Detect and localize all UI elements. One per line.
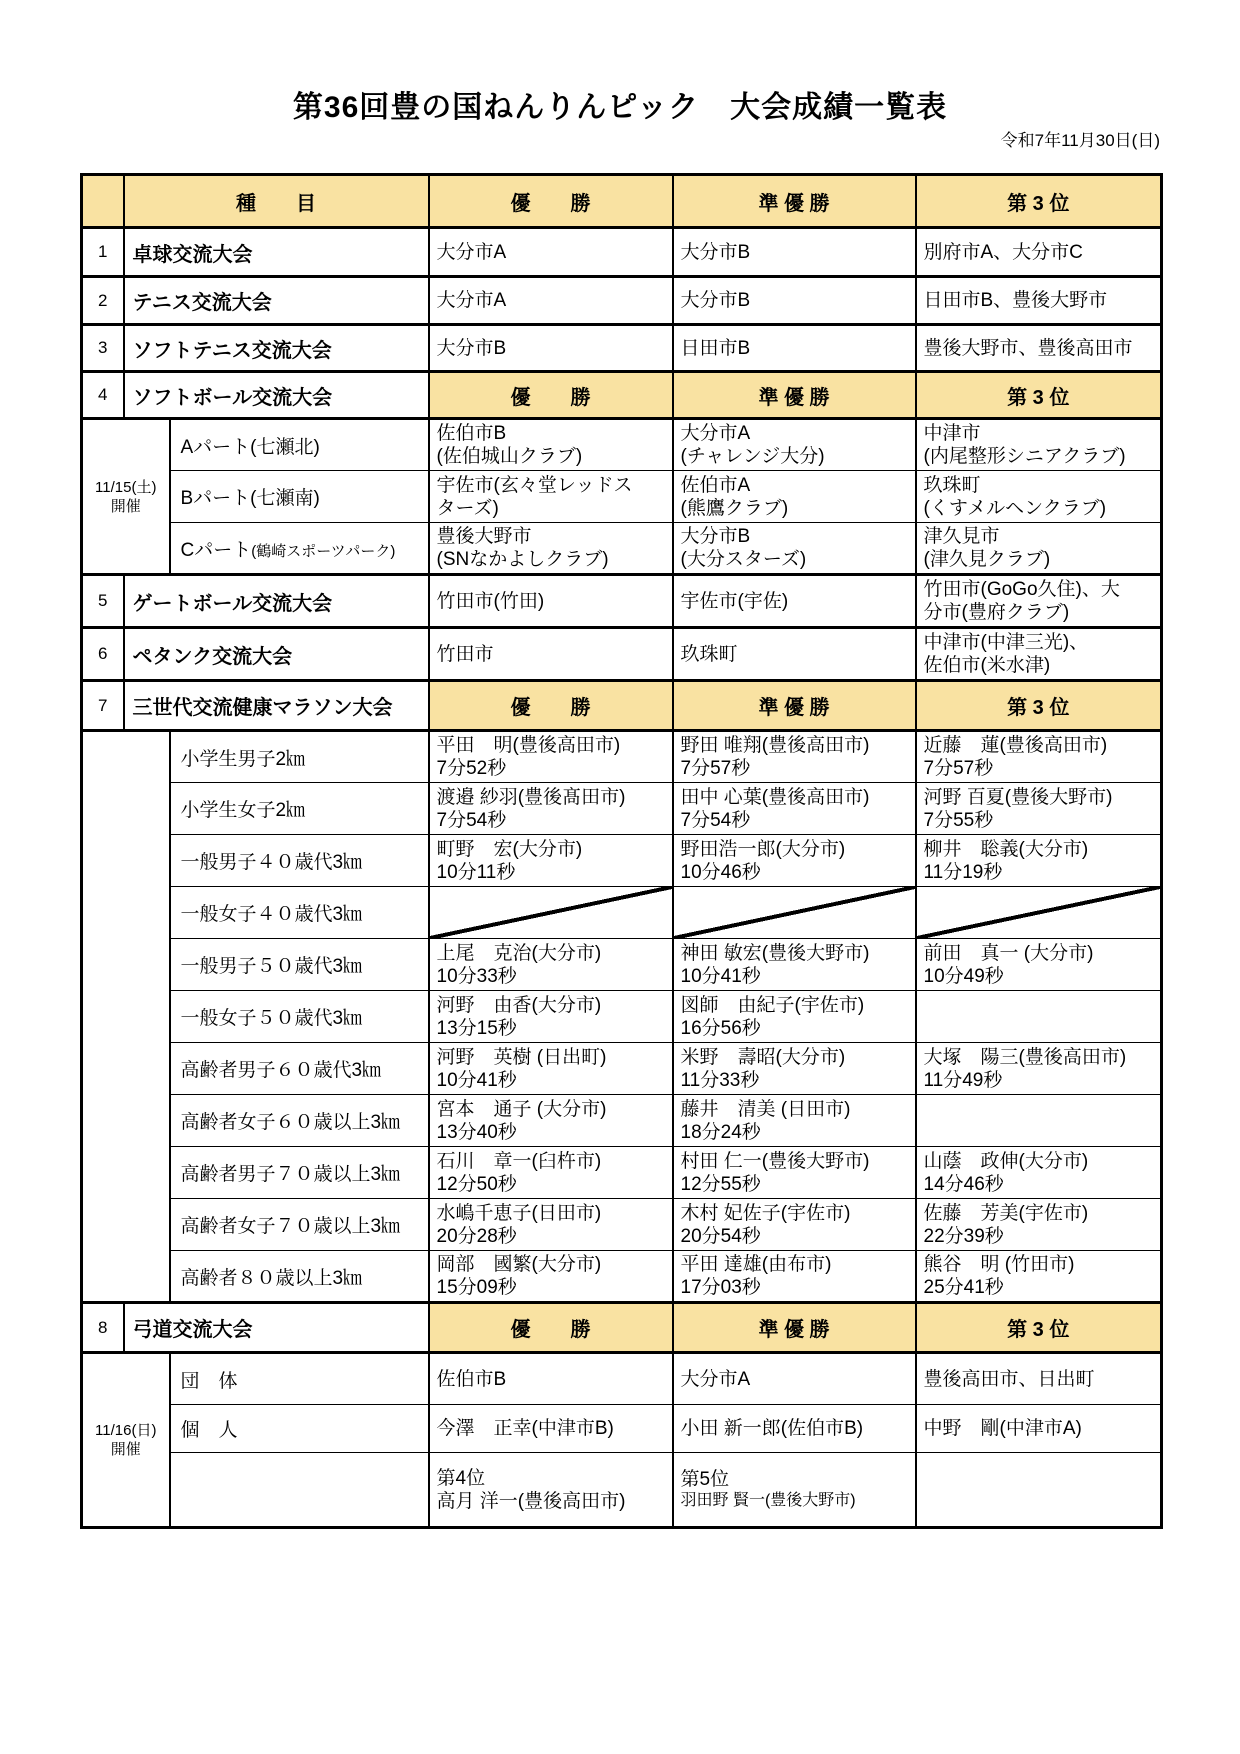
result-line: 宇佐市(宇佐) — [680, 590, 789, 612]
result-cell — [916, 1043, 1162, 1095]
event-number: 8 — [82, 1303, 124, 1353]
result-line: 宮本 通子 (大分市) — [436, 1098, 607, 1120]
result-cell — [673, 1251, 916, 1303]
table-row — [82, 523, 1162, 575]
event-name: テニス交流大会 — [124, 277, 429, 325]
result-line: 玖珠町 — [680, 643, 738, 665]
result-cell — [673, 991, 916, 1043]
diagonal-line — [917, 887, 1161, 938]
result-cell — [673, 228, 916, 277]
event-number: 7 — [82, 681, 124, 731]
result-cell — [673, 575, 916, 628]
subheader-first: 優 勝 — [429, 372, 673, 419]
table-row — [82, 1043, 1162, 1095]
result-line: 山蔭 政伸(大分市) — [923, 1150, 1089, 1172]
result-line: 15分09秒 — [436, 1277, 517, 1298]
result-cell — [673, 887, 916, 939]
result-line: 河野 百夏(豊後大野市) — [923, 786, 1113, 808]
subheader-second: 準 優 勝 — [673, 372, 916, 419]
result-cell — [673, 419, 916, 471]
subheader-second: 準 優 勝 — [673, 1303, 916, 1353]
table-row — [82, 681, 1162, 731]
table-row — [82, 1453, 1162, 1528]
subheader-second: 準 優 勝 — [673, 681, 916, 731]
result-line: 町野 宏(大分市) — [436, 838, 583, 860]
result-line: 20分28秒 — [436, 1225, 517, 1247]
document-date: 令和7年11月30日(日) — [1000, 131, 1160, 150]
result-line: 木村 妃佐子(宇佐市) — [680, 1202, 851, 1224]
result-cell — [673, 1043, 916, 1095]
result-line: 10分11秒 — [436, 861, 516, 883]
result-line: 田中 心葉(豊後高田市) — [680, 786, 870, 808]
result-cell — [916, 1251, 1162, 1303]
result-line: (内尾整形シニアクラブ) — [923, 446, 1126, 467]
table-row — [82, 731, 1162, 783]
result-cell — [429, 783, 673, 835]
result-line: 10分49秒 — [923, 965, 1004, 987]
result-cell — [673, 1405, 916, 1453]
result-line: 18分24秒 — [680, 1121, 761, 1143]
result-line: 大分市A — [436, 290, 507, 311]
result-line: 中津市(中津三光)、 — [923, 632, 1089, 653]
result-cell — [429, 1405, 673, 1453]
table-row — [82, 1353, 1162, 1405]
result-line: (SNなかよしクラブ) — [436, 549, 609, 570]
column-header-third: 第 3 位 — [916, 175, 1162, 228]
result-line: 25分41秒 — [923, 1277, 1004, 1298]
result-line: 柳井 聡義(大分市) — [923, 838, 1089, 860]
result-cell — [916, 277, 1162, 325]
result-line: (津久見クラブ) — [923, 549, 1051, 570]
result-line: 7分57秒 — [923, 758, 994, 779]
result-line: 熊谷 明 (竹田市) — [923, 1254, 1075, 1275]
result-cell — [429, 523, 673, 575]
result-line: 竹田市(GoGo久住)、大 — [923, 579, 1120, 600]
corner-cell — [82, 175, 124, 228]
table-row — [82, 887, 1162, 939]
result-line: 12分50秒 — [436, 1173, 517, 1195]
result-cell — [916, 628, 1162, 681]
table-row — [82, 228, 1162, 277]
event-number: 5 — [82, 575, 124, 628]
result-line: 13分40秒 — [436, 1121, 517, 1143]
result-cell — [673, 277, 916, 325]
result-line: 大分市B — [680, 290, 751, 311]
event-name: 三世代交流健康マラソン大会 — [124, 681, 429, 731]
result-cell — [916, 419, 1162, 471]
table-row — [82, 419, 1162, 471]
result-cell — [429, 628, 673, 681]
result-cell — [916, 1453, 1162, 1528]
diagonal-line — [430, 887, 672, 938]
table-row — [82, 1095, 1162, 1147]
result-line: 渡邉 紗羽(豊後髙田市) — [436, 786, 626, 808]
table-row — [82, 1147, 1162, 1199]
result-line: ターズ) — [436, 497, 499, 519]
sub-item-label: Aパート(七瀬北) — [170, 419, 429, 471]
result-line: 竹田市(竹田) — [436, 590, 545, 612]
column-header-second: 準 優 勝 — [673, 175, 916, 228]
result-line: 11分49秒 — [923, 1069, 1003, 1091]
table-row — [82, 471, 1162, 523]
result-line: 22分39秒 — [923, 1225, 1004, 1247]
sub-item-label — [170, 1453, 429, 1528]
date-line: 11/16(日) — [95, 1422, 157, 1439]
results-table — [80, 173, 1163, 1529]
result-line: 平田 明(豊後高田市) — [436, 735, 621, 756]
sub-item-label: 高齢者男子６０歳代3㎞ — [170, 1043, 429, 1095]
diagonal-line — [674, 887, 915, 938]
result-line: 河野 由香(大分市) — [436, 994, 602, 1016]
result-cell — [916, 1199, 1162, 1251]
result-line: 図師 由紀子(宇佐市) — [680, 994, 865, 1016]
event-number: 4 — [82, 372, 124, 419]
table-row — [82, 575, 1162, 628]
table-row — [82, 372, 1162, 419]
result-cell — [429, 228, 673, 277]
table-row — [82, 1303, 1162, 1353]
result-cell — [916, 325, 1162, 372]
result-line: 小田 新一郎(佐伯市B) — [680, 1418, 864, 1439]
result-line: 10分41秒 — [436, 1069, 517, 1091]
result-cell — [429, 471, 673, 523]
result-cell — [429, 1251, 673, 1303]
sub-item-label: Cパート(鶴崎スポーツパーク) — [170, 523, 429, 575]
event-number: 6 — [82, 628, 124, 681]
result-cell — [916, 1405, 1162, 1453]
result-cell — [673, 731, 916, 783]
result-cell — [916, 731, 1162, 783]
subheader-third: 第 3 位 — [916, 1303, 1162, 1353]
sub-item-label: 一般男子５０歳代3㎞ — [170, 939, 429, 991]
result-line: 佐藤 芳美(宇佐市) — [923, 1202, 1089, 1224]
sub-item-label: 小学生男子2㎞ — [170, 731, 429, 783]
result-line: 佐伯市(米水津) — [923, 655, 1051, 676]
result-cell — [916, 1353, 1162, 1405]
result-line: 大分市A — [436, 241, 507, 263]
result-line: 12分55秒 — [680, 1173, 761, 1195]
result-cell — [429, 939, 673, 991]
result-line: 佐伯市B — [436, 423, 507, 444]
subheader-first: 優 勝 — [429, 1303, 673, 1353]
sub-item-label: 高齢者女子６０歳以上3㎞ — [170, 1095, 429, 1147]
result-line: 佐伯市B — [436, 1368, 507, 1390]
date-cell — [82, 731, 170, 1303]
result-line: 玖珠町 — [923, 474, 981, 496]
result-cell — [429, 575, 673, 628]
document-title: 第36回豊の国ねんりんピック 大会成績一覧表 — [292, 91, 948, 124]
event-number: 1 — [82, 228, 124, 277]
result-cell — [916, 835, 1162, 887]
result-cell — [429, 1353, 673, 1405]
subheader-third: 第 3 位 — [916, 372, 1162, 419]
result-line: 7分57秒 — [680, 758, 751, 779]
table-row — [82, 325, 1162, 372]
result-cell — [429, 835, 673, 887]
result-line: 10分41秒 — [680, 965, 761, 987]
event-number: 2 — [82, 277, 124, 325]
sub-item-label: 小学生女子2㎞ — [170, 783, 429, 835]
result-cell — [673, 471, 916, 523]
result-line: 7分55秒 — [923, 809, 994, 831]
result-line: 第4位 — [436, 1467, 486, 1489]
table-row — [82, 628, 1162, 681]
subheader-third: 第 3 位 — [916, 681, 1162, 731]
result-cell — [916, 783, 1162, 835]
result-line: 高月 洋一(豊後高田市) — [436, 1490, 626, 1512]
result-cell — [429, 1453, 673, 1528]
event-name: 弓道交流大会 — [124, 1303, 429, 1353]
result-cell — [916, 575, 1162, 628]
result-line: 近藤 蓮(豊後高田市) — [923, 735, 1108, 756]
result-cell — [673, 1199, 916, 1251]
subheader-first: 優 勝 — [429, 681, 673, 731]
result-line: 上尾 克治(大分市) — [436, 942, 602, 964]
table-row — [82, 1251, 1162, 1303]
result-line: 10分33秒 — [436, 965, 517, 987]
result-cell — [916, 991, 1162, 1043]
result-cell — [673, 1147, 916, 1199]
result-line: 11分33秒 — [680, 1069, 760, 1091]
result-cell — [429, 1043, 673, 1095]
result-line: 7分54秒 — [436, 809, 507, 831]
event-name: ソフトテニス交流大会 — [124, 325, 429, 372]
table-row — [82, 991, 1162, 1043]
result-line: 第5位 — [680, 1469, 730, 1490]
result-line: 石川 章一(臼杵市) — [436, 1150, 602, 1172]
column-header-first: 優 勝 — [429, 175, 673, 228]
result-line: 豊後高田市、日出町 — [923, 1368, 1095, 1390]
sub-item-label: 高齢者女子７０歳以上3㎞ — [170, 1199, 429, 1251]
date-line: 開催 — [110, 1441, 141, 1458]
result-cell — [916, 887, 1162, 939]
result-line: 13分15秒 — [436, 1017, 517, 1039]
table-row — [82, 835, 1162, 887]
result-cell — [673, 939, 916, 991]
result-cell — [429, 887, 673, 939]
result-line: 竹田市 — [436, 643, 494, 665]
result-line: 佐伯市A — [680, 474, 751, 496]
result-line: (くすメルヘンクラブ) — [923, 497, 1107, 519]
sub-item-label: 一般女子４０歳代3㎞ — [170, 887, 429, 939]
result-line: 大塚 陽三(豊後高田市) — [923, 1046, 1127, 1068]
result-line: 別府市A、大分市C — [923, 241, 1083, 263]
result-line: 平田 達雄(由布市) — [680, 1254, 832, 1275]
result-line: 河野 英樹 (日出町) — [436, 1046, 607, 1068]
date-cell — [82, 1353, 170, 1528]
result-line: 大分市A — [680, 1368, 751, 1390]
table-row — [82, 175, 1162, 228]
result-cell — [673, 835, 916, 887]
result-cell — [673, 523, 916, 575]
result-cell — [429, 731, 673, 783]
result-cell — [429, 991, 673, 1043]
result-line: 17分03秒 — [680, 1277, 761, 1298]
result-cell — [673, 1095, 916, 1147]
result-line: (大分スターズ) — [680, 549, 807, 570]
result-line: 豊後大野市 — [436, 526, 532, 547]
result-line: 村田 仁一(豊後大野市) — [680, 1150, 870, 1172]
event-name: ペタンク交流大会 — [124, 628, 429, 681]
event-number: 3 — [82, 325, 124, 372]
table-row — [82, 1199, 1162, 1251]
result-line: (熊鷹クラブ) — [680, 497, 789, 519]
result-cell — [916, 1147, 1162, 1199]
result-line: 藤井 清美 (日田市) — [680, 1098, 851, 1120]
result-line: 津久見市 — [923, 526, 1000, 547]
result-line: 大分市B — [680, 241, 751, 263]
event-name: ソフトボール交流大会 — [124, 372, 429, 419]
result-line: 14分46秒 — [923, 1173, 1004, 1195]
result-cell — [916, 1095, 1162, 1147]
result-cell — [916, 471, 1162, 523]
date-line: 開催 — [110, 497, 141, 515]
result-cell — [916, 228, 1162, 277]
result-line: 7分52秒 — [436, 758, 507, 779]
sub-item-label: 一般男子４０歳代3㎞ — [170, 835, 429, 887]
result-line: 分市(豊府クラブ) — [923, 602, 1070, 623]
sub-item-label: 一般女子５０歳代3㎞ — [170, 991, 429, 1043]
result-cell — [429, 1095, 673, 1147]
column-header-item: 種 目 — [124, 175, 429, 228]
sub-item-label-note: (鶴崎スポーツパーク) — [251, 542, 396, 560]
result-line: 野田浩一郎(大分市) — [680, 838, 846, 860]
event-name: 卓球交流大会 — [124, 228, 429, 277]
sub-item-label: 高齢者８０歳以上3㎞ — [170, 1251, 429, 1303]
table-row — [82, 783, 1162, 835]
result-line: 11分19秒 — [923, 861, 1003, 883]
result-line: 中野 剛(中津市A) — [923, 1418, 1082, 1439]
result-line: 大分市A — [680, 423, 751, 444]
result-cell — [429, 1147, 673, 1199]
table-row — [82, 1405, 1162, 1453]
sub-item-label: 高齢者男子７０歳以上3㎞ — [170, 1147, 429, 1199]
result-cell — [429, 277, 673, 325]
sub-item-label: Bパート(七瀬南) — [170, 471, 429, 523]
result-cell — [429, 1199, 673, 1251]
result-line: 水嶋千恵子(日田市) — [436, 1202, 602, 1224]
result-line: 日田市B — [680, 337, 751, 359]
sub-item-label: 個 人 — [170, 1405, 429, 1453]
result-cell — [673, 783, 916, 835]
result-cell — [916, 523, 1162, 575]
result-cell — [673, 325, 916, 372]
result-cell — [916, 939, 1162, 991]
result-line: 野田 唯翔(豊後高田市) — [680, 735, 870, 756]
result-line: 米野 壽昭(大分市) — [680, 1046, 846, 1068]
result-line: 20分54秒 — [680, 1225, 761, 1247]
result-line: (佐伯城山クラブ) — [436, 446, 583, 467]
result-line: 大分市B — [436, 337, 507, 359]
result-cell — [673, 1353, 916, 1405]
result-line: 前田 真一 (大分市) — [923, 942, 1094, 964]
result-line: 岡部 國繁(大分市) — [436, 1254, 602, 1275]
table-row — [82, 277, 1162, 325]
result-line: (チャレンジ大分) — [680, 446, 825, 467]
result-line: 神田 敏宏(豊後大野市) — [680, 942, 870, 964]
date-line: 11/15(土) — [95, 478, 157, 496]
event-name: ゲートボール交流大会 — [124, 575, 429, 628]
date-cell — [82, 419, 170, 575]
result-line: 7分54秒 — [680, 809, 751, 831]
result-line: 宇佐市(玄々堂レッドス — [436, 474, 633, 496]
result-line: 今澤 正幸(中津市B) — [436, 1418, 614, 1439]
result-cell — [673, 1453, 916, 1528]
result-line: 16分56秒 — [680, 1017, 761, 1039]
result-line: 日田市B、豊後大野市 — [923, 290, 1108, 311]
result-line: 中津市 — [923, 423, 981, 444]
table-row — [82, 939, 1162, 991]
result-cell — [673, 628, 916, 681]
result-line: 羽田野 賢一(豊後大野市) — [680, 1492, 856, 1509]
result-cell — [429, 325, 673, 372]
result-line: 10分46秒 — [680, 861, 761, 883]
sub-item-label: 団 体 — [170, 1353, 429, 1405]
result-line: 豊後大野市、豊後高田市 — [923, 337, 1133, 359]
result-line: 大分市B — [680, 526, 751, 547]
result-cell — [429, 419, 673, 471]
